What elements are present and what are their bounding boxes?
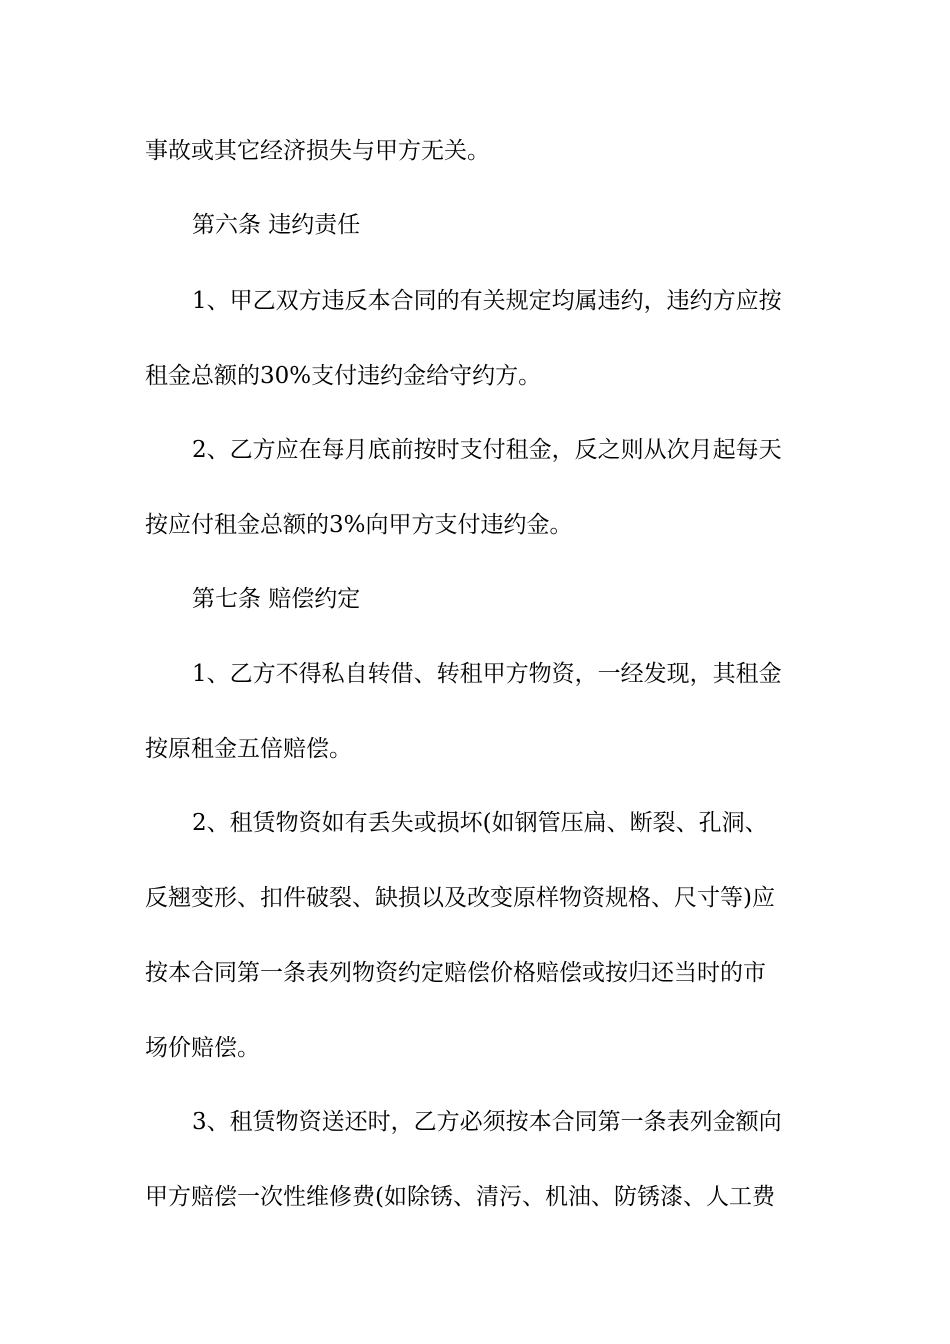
- paragraph-line: 1、乙方不得私自转借、转租甲方物资，一经发现，其租金: [192, 661, 782, 687]
- paragraph-line: 按应付租金总额的3%向甲方支付违约金。: [145, 512, 573, 538]
- article-heading: 第七条 赔偿约定: [192, 586, 361, 612]
- paragraph-line: 按原租金五倍赔偿。: [145, 736, 352, 762]
- paragraph-line: 1、甲乙双方违反本合同的有关规定均属违约，违约方应按: [192, 288, 782, 314]
- paragraph-line: 2、乙方应在每月底前按时支付租金，反之则从次月起每天: [192, 437, 782, 463]
- paragraph-line: 2、租赁物资如有丢失或损坏(如钢管压扁、断裂、孔洞、: [192, 810, 768, 836]
- paragraph-line: 3、租赁物资送还时，乙方必须按本合同第一条表列金额向: [192, 1109, 782, 1135]
- paragraph-line: 反翘变形、扣件破裂、缺损以及改变原样物资规格、尺寸等)应: [145, 885, 775, 911]
- paragraph-line: 甲方赔偿一次性维修费(如除锈、清污、机油、防锈漆、人工费: [145, 1184, 775, 1210]
- paragraph-line: 按本合同第一条表列物资约定赔偿价格赔偿或按归还当时的市: [145, 960, 766, 986]
- paragraph-line: 事故或其它经济损失与甲方无关。: [145, 138, 490, 164]
- article-heading: 第六条 违约责任: [192, 212, 361, 238]
- paragraph-line: 场价赔偿。: [145, 1035, 260, 1061]
- paragraph-line: 租金总额的30%支付违约金给守约方。: [145, 363, 542, 389]
